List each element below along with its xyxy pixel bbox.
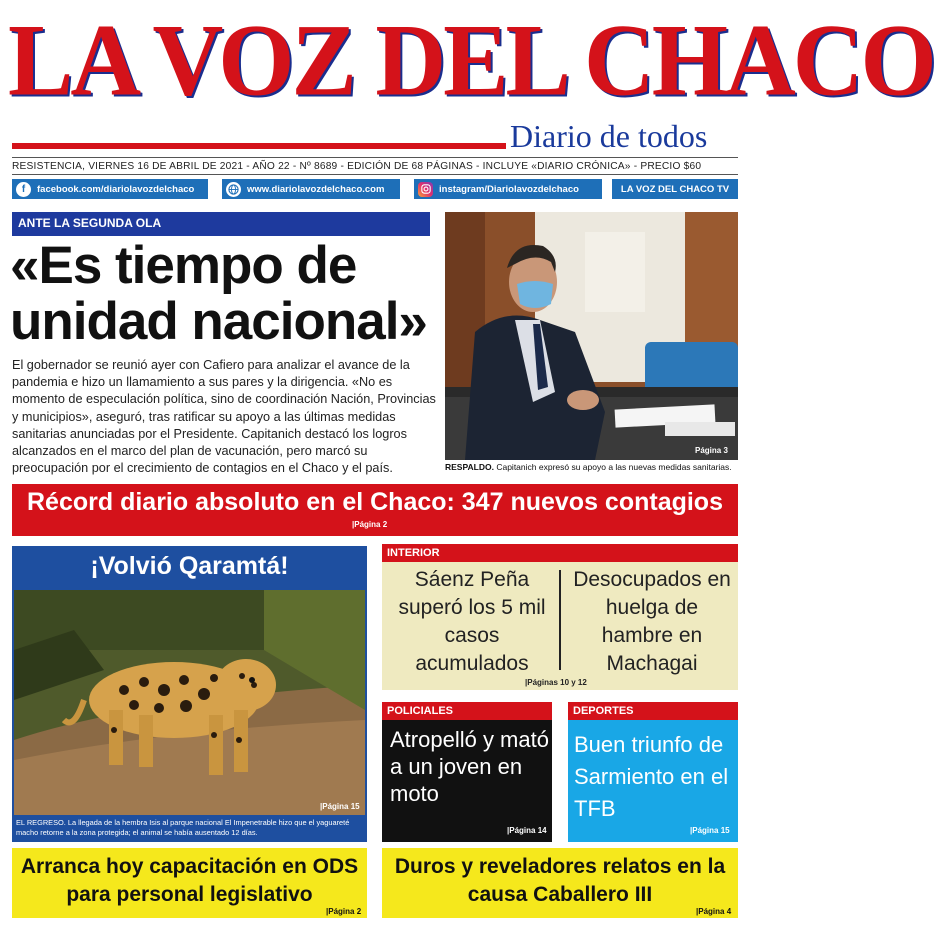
jaguar-photo	[14, 590, 365, 815]
instagram-icon	[418, 182, 433, 197]
main-story-kicker: ANTE LA SEGUNDA OLA	[12, 212, 430, 234]
section-label-interior: INTERIOR	[382, 544, 738, 562]
jaguar-caption: EL REGRESO. La llegada de la hembra Isis al parque nacional El Impenetrable hizo que el yaguareté macho retorne a la zona protegida; el animal se había ausentado 12 días.	[16, 818, 350, 837]
banner-page-ref: |Página 2	[352, 520, 388, 529]
caption-label: RESPALDO.	[445, 462, 494, 472]
jaguar-page-ref[interactable]: |Página 15	[320, 802, 360, 811]
dateline: RESISTENCIA, VIERNES 16 DE ABRIL DE 2021 - AÑO 22 - Nº 8689 - EDICIÓN DE 68 PÁGINAS - INCLUYE «DIARIO CRÓNICA» - PRECIO $60	[12, 161, 702, 172]
jaguar-headline: ¡Volvió Qaramtá!	[90, 552, 289, 580]
bottom-right-headline: Duros y reveladores relatos en la causa Caballero III	[394, 855, 726, 906]
social-web-link[interactable]	[222, 179, 400, 199]
bottom-right-page-ref: |Página 4	[696, 907, 732, 916]
photo-page-ref[interactable]: Página 3	[695, 446, 728, 455]
divider	[12, 157, 738, 158]
bottom-left-headline: Arranca hoy capacitación en ODS para personal legislativo	[20, 855, 359, 906]
interior-page-ref: |Páginas 10 y 12	[525, 678, 587, 687]
facebook-icon: f	[16, 182, 31, 197]
contagion-banner[interactable]	[12, 484, 738, 536]
bottom-right-story[interactable]	[382, 848, 738, 918]
divider	[12, 174, 738, 175]
social-tv-label: LA VOZ DEL CHACO TV	[620, 183, 730, 195]
policiales-story[interactable]: Atropelló y mató a un joven en moto	[390, 727, 549, 806]
social-instagram-label: instagram/Diariolavozdelchaco	[439, 183, 579, 195]
masthead-title: LA VOZ DEL CHACO	[8, 4, 934, 118]
section-label-deportes: DEPORTES	[568, 702, 738, 720]
masthead-red-rule	[12, 143, 506, 149]
masthead-tagline: Diario de todos	[510, 118, 708, 154]
interior-story-left[interactable]: Sáenz Peña superó los 5 mil casos acumulados	[398, 568, 546, 675]
social-facebook-link[interactable]	[12, 179, 208, 199]
photo-caption	[445, 462, 738, 472]
section-label-policiales: POLICIALES	[382, 702, 552, 720]
policiales-page-ref: |Página 14	[507, 826, 547, 835]
globe-icon	[226, 182, 241, 197]
column-divider	[559, 570, 561, 670]
bottom-left-page-ref: |Página 2	[326, 907, 362, 916]
main-story-body: El gobernador se reunió ayer con Cafiero para analizar el avance de la pandemia e hizo un llamamiento a sus pares y la dirigencia. «No es momento de especulación política, sino de coordinación Nación, Provincias y municipios», aseguró, tras ratificar su apoyo a las últimas medidas sanitarias anunciadas por el Presidente. Capitanich destacó los logros alcanzados en el marco del plan de vacunación, pero marcó su preocupación por el crecimiento de contagios en el Chaco y el país.	[12, 358, 436, 476]
social-web-label: www.diariolavozdelchaco.com	[247, 183, 385, 195]
banner-headline: Récord diario absoluto en el Chaco: 347 nuevos contagios	[27, 488, 723, 516]
caption-text: Capitanich expresó su apoyo a las nuevas medidas sanitarias.	[496, 462, 732, 472]
interior-story-right[interactable]: Desocupados en huelga de hambre en Machagai	[573, 568, 731, 675]
deportes-story[interactable]: Buen triunfo de Sarmiento en el TFB	[574, 732, 729, 821]
governor-photo	[445, 212, 738, 460]
deportes-page-ref: |Página 15	[690, 826, 730, 835]
social-tv-link[interactable]	[612, 179, 738, 199]
social-facebook-label: facebook.com/diariolavozdelchaco	[37, 183, 195, 195]
social-instagram-link[interactable]	[414, 179, 602, 199]
bottom-left-story[interactable]	[12, 848, 367, 918]
main-story-headline[interactable]: «Es tiempo de unidad nacional»	[10, 236, 427, 351]
